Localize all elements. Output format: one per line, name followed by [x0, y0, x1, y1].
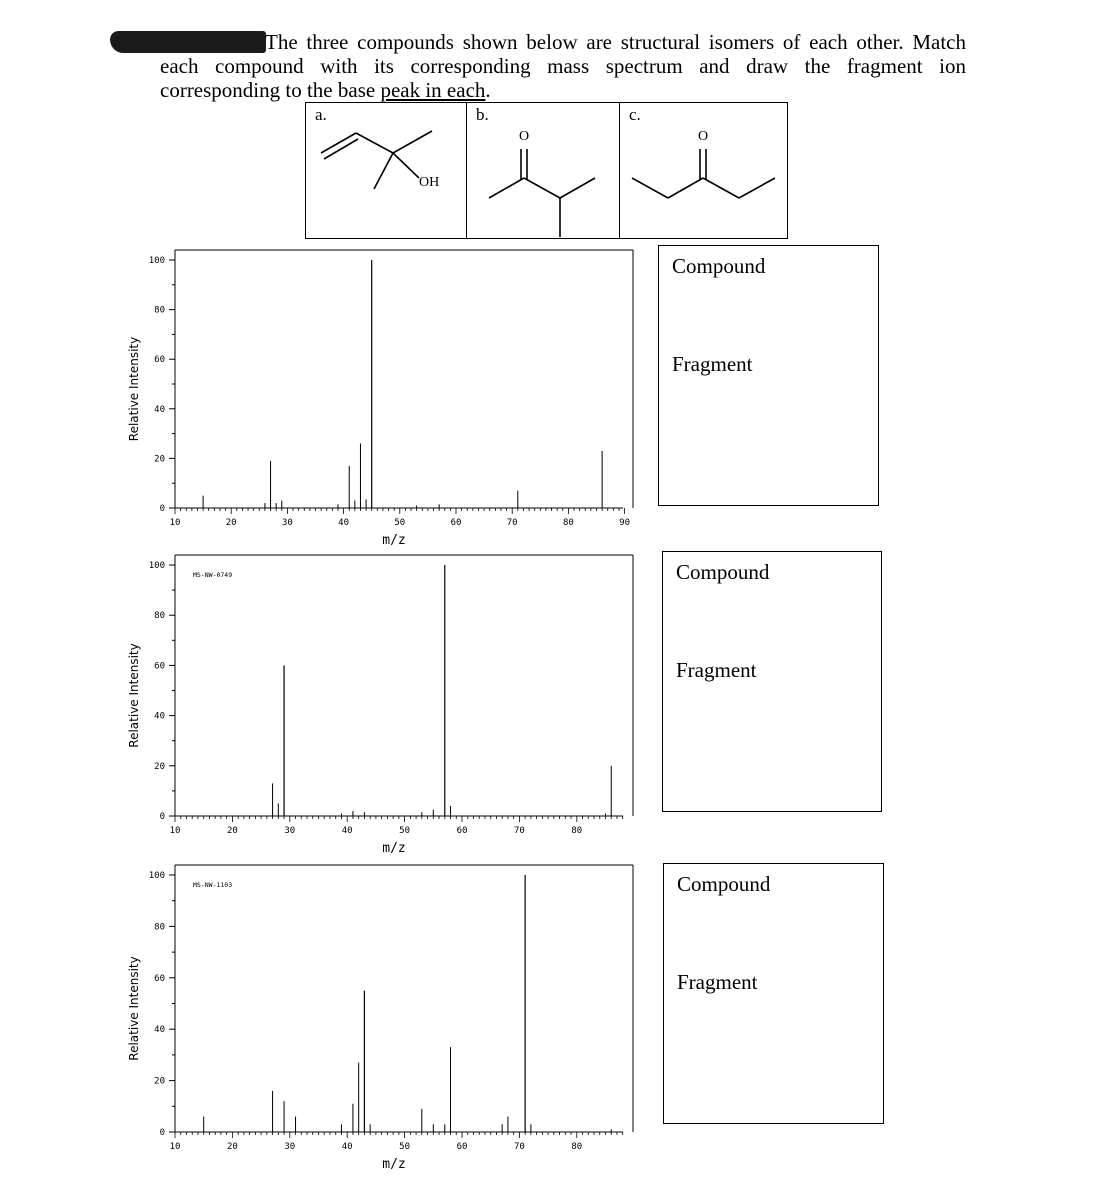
structure-c-oxygen-label: O — [698, 129, 709, 144]
y-tick-label: 40 — [154, 1025, 165, 1036]
structure-b-oxygen-label: O — [519, 129, 530, 144]
x-tick-label: 80 — [571, 1142, 583, 1152]
answer-box-2[interactable] — [662, 551, 882, 812]
y-tick-label: 0 — [159, 504, 165, 514]
structure-b-label: b. — [476, 105, 489, 124]
spectrum-id-label: MS-NW-0749 — [193, 571, 233, 579]
compound-label-2: Compound — [676, 560, 770, 584]
x-tick-label: 40 — [341, 826, 353, 836]
y-tick-label: 100 — [148, 871, 165, 881]
structure-b-box — [466, 102, 620, 239]
x-tick-label: 60 — [456, 826, 468, 836]
x-tick-label: 30 — [281, 518, 293, 528]
fragment-label-1: Fragment — [672, 352, 753, 376]
x-tick-label: 60 — [456, 1142, 468, 1152]
y-tick-label: 100 — [148, 256, 165, 266]
x-tick-label: 80 — [571, 826, 583, 836]
y-axis-label: Relative Intensity — [127, 643, 141, 748]
x-tick-label: 10 — [169, 1142, 181, 1152]
y-tick-label: 80 — [154, 305, 165, 316]
structure-a-label: a. — [315, 105, 327, 124]
x-axis-label: m/z — [382, 1157, 406, 1172]
y-tick-label: 100 — [148, 561, 165, 571]
x-tick-label: 70 — [513, 1142, 525, 1152]
structure-c-label: c. — [629, 105, 641, 124]
x-tick-label: 40 — [338, 518, 350, 528]
x-axis-label: m/z — [382, 841, 406, 856]
x-tick-label: 70 — [506, 518, 518, 528]
y-tick-label: 60 — [154, 973, 165, 984]
y-tick-label: 60 — [154, 661, 165, 672]
x-tick-label: 30 — [284, 826, 296, 836]
spectrum-id-label: MS-NW-1103 — [193, 881, 233, 889]
y-axis-label: Relative Intensity — [127, 336, 141, 442]
y-tick-label: 40 — [154, 404, 165, 415]
y-tick-label: 80 — [154, 611, 165, 622]
y-axis-label: Relative Intensity — [127, 956, 141, 1061]
x-tick-label: 50 — [394, 518, 406, 528]
x-tick-label: 50 — [399, 826, 411, 836]
mass-spectrum-2 — [0, 545, 650, 865]
x-tick-label: 90 — [619, 518, 631, 528]
x-tick-label: 20 — [226, 1142, 238, 1152]
structure-a-box — [305, 102, 467, 239]
x-tick-label: 10 — [169, 518, 181, 528]
y-tick-label: 40 — [154, 711, 165, 722]
x-tick-label: 70 — [513, 826, 525, 836]
x-tick-label: 10 — [169, 826, 181, 836]
x-tick-label: 20 — [226, 826, 238, 836]
y-tick-label: 20 — [154, 454, 165, 465]
structure-c-box — [619, 102, 788, 239]
structure-b-drawing — [467, 103, 621, 240]
compound-label-1: Compound — [672, 254, 766, 278]
y-tick-label: 20 — [154, 1076, 165, 1087]
x-tick-label: 40 — [341, 1142, 353, 1152]
structure-a-drawing — [306, 103, 468, 240]
y-tick-label: 60 — [154, 355, 165, 366]
question-underlined-text: peak in each — [380, 78, 486, 102]
mass-spectrum-1 — [0, 240, 650, 550]
x-tick-label: 30 — [284, 1142, 296, 1152]
structure-a-oh-label: OH — [419, 175, 440, 190]
x-tick-label: 20 — [225, 518, 237, 528]
answer-box-3[interactable] — [663, 863, 884, 1124]
y-tick-label: 80 — [154, 922, 165, 933]
question-text — [160, 30, 966, 102]
y-tick-label: 0 — [159, 1128, 165, 1138]
compound-label-3: Compound — [677, 872, 771, 896]
x-axis-label: m/z — [382, 533, 406, 548]
x-tick-label: 50 — [399, 1142, 411, 1152]
mass-spectrum-3 — [0, 855, 650, 1185]
fragment-label-3: Fragment — [677, 970, 758, 994]
y-tick-label: 0 — [159, 812, 165, 822]
x-tick-label: 60 — [450, 518, 462, 528]
question-text-start: The three compounds shown below are structural isomers of each other. Match each compound with its corresponding mass spectrum and draw the fragment ion corresponding to the base — [160, 30, 966, 102]
answer-box-1[interactable] — [658, 245, 879, 506]
x-tick-label: 80 — [562, 518, 574, 528]
question-text-end: . — [485, 78, 491, 102]
fragment-label-2: Fragment — [676, 658, 757, 682]
y-tick-label: 20 — [154, 761, 165, 772]
structure-c-drawing — [620, 103, 789, 240]
